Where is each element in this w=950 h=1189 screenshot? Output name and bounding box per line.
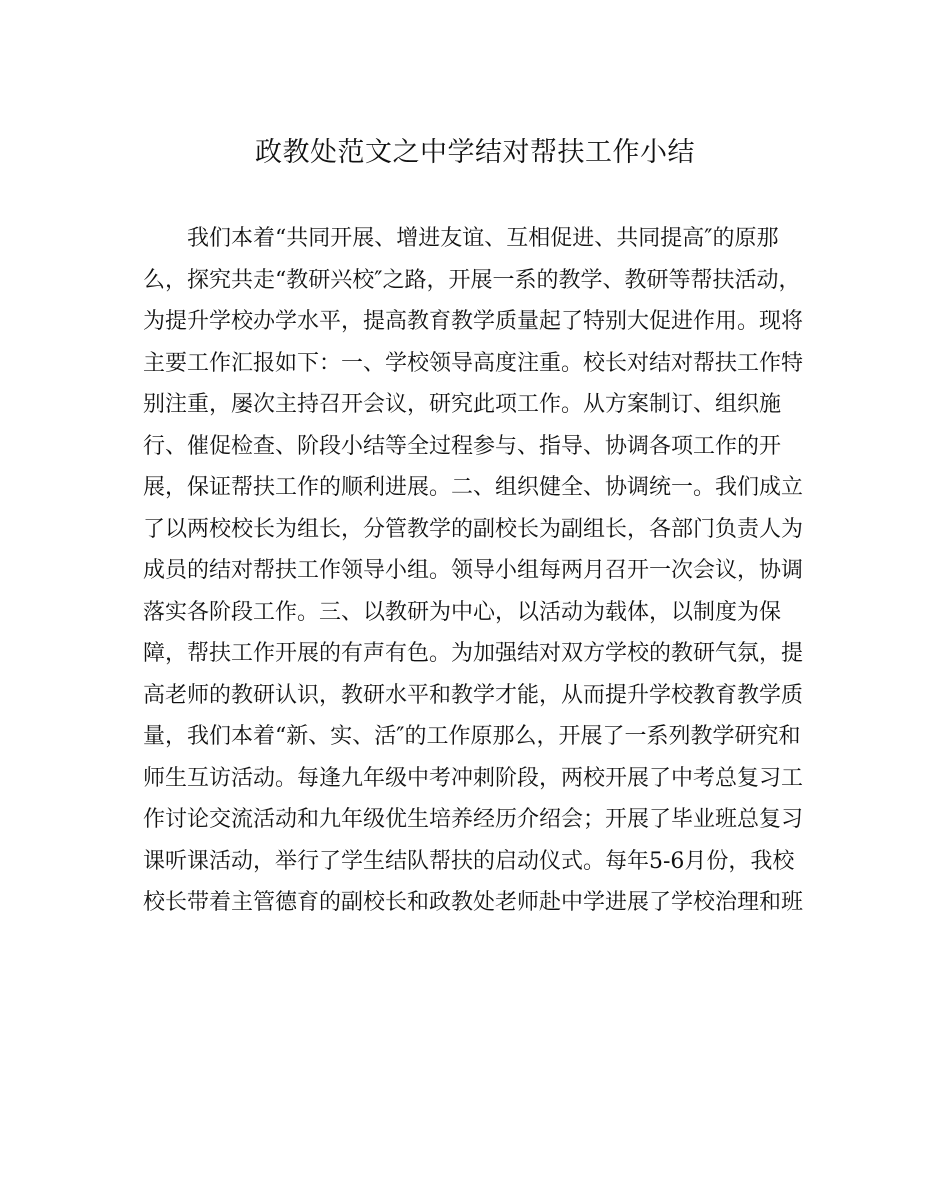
body-line: 我们本着“共同开展、增进友谊、互相促进、共同提高″的原那: [187, 226, 779, 251]
body-line: 行、催促检查、阶段小结等全过程参与、指导、协调各项工作的开: [143, 433, 782, 459]
body-line: 障，帮扶工作开展的有声有色。为加强结对双方学校的教研气氛，提: [143, 641, 804, 666]
body-line: 课听课活动，举行了学生结队帮扶的启动仪式。每年5-6月份，我校: [143, 848, 795, 874]
body-line: 展，保证帮扶工作的顺利进展。二、组织健全、协调统一。我们成立: [143, 475, 804, 500]
body-line: 师生互访活动。每逢九年级中考冲刺阶段，两校开展了中考总复习工: [143, 765, 804, 791]
body-line: 校长带着主管德育的副校长和政教处老师赴中学进展了学校治理和班: [143, 890, 804, 915]
body-line: 量，我们本着“新、实、活″的工作原那么，开展了一系列教学研究和: [143, 724, 801, 749]
body-line: 别注重，屡次主持召开会议，研究此项工作。从方案制订、组织施: [143, 392, 782, 417]
body-line: 作讨论交流活动和九年级优生培养经历介绍会；开展了毕业班总复习: [143, 807, 804, 832]
document-body: [143, 221, 823, 927]
body-line: 么，探究共走“教研兴校″之路，开展一系的教学、教研等帮扶活动，: [143, 267, 801, 293]
body-line: 落实各阶段工作。三、以教研为中心，以活动为载体，以制度为保: [143, 599, 782, 625]
body-line: 为提升学校办学水平，提高教育教学质量起了特别大促进作用。现将: [143, 309, 804, 334]
body-line: 高老师的教研认识，教研水平和教学才能，从而提升学校教育教学质: [143, 682, 804, 708]
body-line: 了以两校校长为组长，分管教学的副校长为副组长，各部门负责人为: [143, 516, 804, 542]
body-line: 主要工作汇报如下：一、学校领导高度注重。校长对结对帮扶工作特: [143, 350, 804, 376]
body-line: 成员的结对帮扶工作领导小组。领导小组每两月召开一次会议，协调: [143, 558, 804, 583]
document-title: 政教处范文之中学结对帮扶工作小结: [255, 137, 695, 168]
